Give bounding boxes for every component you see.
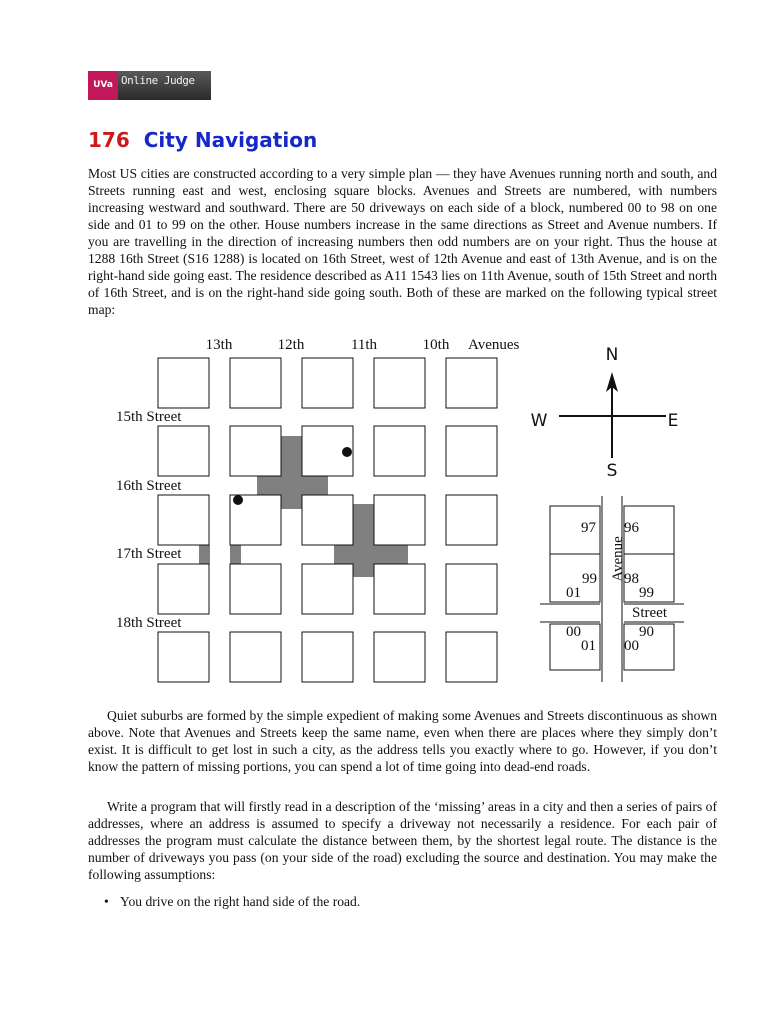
address-marker-s16-1288 [233, 495, 243, 505]
city-block [230, 564, 281, 614]
driveway-number: 90 [639, 624, 654, 640]
address-marker-a11-1543 [342, 447, 352, 457]
city-block [230, 632, 281, 682]
driveway-number: 01 [581, 638, 596, 654]
avenue-label-11th: 11th [350, 337, 378, 353]
city-block [302, 632, 353, 682]
street-label-18th: 18th Street [116, 615, 182, 631]
city-block [374, 564, 425, 614]
city-block [302, 358, 353, 408]
city-block [302, 564, 353, 614]
missing-area [199, 545, 210, 564]
detail-labels [566, 520, 668, 654]
city-block [158, 564, 209, 614]
compass-west: W [530, 411, 548, 431]
suburbs-paragraph: Quiet suburbs are formed by the simple expedient of making some Avenues and Streets discontinuous as shown above. Note that Avenues and Streets keep the same name, even when there are places where they simply don’t exist. It is difficult to get lost in such a city, as the address tells you exactly where to go. However, if you don’t know the pattern of missing portions, you can spend a lot of time going into dead-end roads. [88, 708, 717, 774]
bullet-icon: • [104, 894, 109, 909]
compass [531, 345, 679, 481]
intersection-detail [540, 496, 684, 682]
driveway-number: 01 [566, 585, 581, 601]
problem-name: City Navigation [143, 128, 318, 152]
compass-east: E [667, 411, 679, 431]
compass-south: S [606, 461, 618, 481]
city-block [446, 564, 497, 614]
city-block [374, 495, 425, 545]
avenue-label-12th: 12th [277, 337, 305, 353]
city-block [374, 426, 425, 476]
missing-area [230, 545, 241, 564]
driveway-number: 97 [581, 520, 596, 536]
uva-badge: UVa [88, 71, 118, 100]
missing-area [334, 545, 408, 564]
missing-area [353, 504, 374, 577]
driveway-number: 99 [582, 571, 597, 587]
city-block [446, 358, 497, 408]
missing-area [281, 476, 302, 509]
city-block [446, 495, 497, 545]
city-block [374, 632, 425, 682]
city-blocks [158, 358, 497, 682]
driveway-number: 00 [624, 638, 639, 654]
avenue-label-13th: 13th [205, 337, 233, 353]
avenue-label-10th: 10th [422, 337, 450, 353]
street-label-17th: 17th Street [116, 546, 182, 562]
avenue-labels [206, 337, 520, 353]
driveway-number: 99 [639, 585, 654, 601]
driveway-number: 98 [624, 571, 639, 587]
driveway-number: 96 [624, 520, 639, 536]
intro-paragraph: Most US cities are constructed according to a very simple plan — they have Avenues running north and south, and Streets running east and west, enclosing square blocks. Avenues and Streets are numbered, with numbers increasing westward and southward. There are 50 driveways on each side of a block, numbered 00 to 98 on one side and 01 to 99 on the other. House numbers increase in the same directions as Street and Avenue numbers. If you are travelling in the direction of increasing numbers then odd numbers are on your right. Thus the house at 1288 16th Street (S16 1288) is located on 16th Street, west of 12th Avenue and east of 13th Avenue, and is on the right-hand side going east. The residence described as A11 1543 lies on 11th Avenue, south of 15th Street and north of 16th Street, and is on the right-hand side going south. Both of these are marked on the following typical street map: [88, 166, 717, 317]
street-label-15th: 15th Street [116, 409, 182, 425]
problem-number: 176 [88, 128, 130, 152]
compass-north: N [605, 345, 619, 365]
city-block [446, 426, 497, 476]
online-judge-text: Online Judge [121, 74, 195, 87]
city-block [158, 632, 209, 682]
detail-avenue-label: Avenue [610, 536, 626, 582]
city-block [230, 426, 281, 476]
city-block [158, 495, 209, 545]
assumption-text: You drive on the right hand side of the road. [120, 894, 361, 909]
task-paragraph: Write a program that will firstly read in a description of the ‘missing’ areas in a city and then a series of pairs of addresses, where an address is assumed to specify a driveway not necessarily a residence. For each pair of addresses the program must calculate the distance between them, by the shortest legal route. The distance is the number of driveways you pass (on your side of the road) excluding the source and destination. You may make the following assumptions: [88, 799, 717, 882]
street-label-16th: 16th Street [116, 478, 182, 494]
city-block [230, 358, 281, 408]
city-block [158, 426, 209, 476]
avenues-label: Avenues [468, 337, 520, 353]
city-block [158, 358, 209, 408]
city-block [374, 358, 425, 408]
detail-street-label: Street [632, 605, 667, 621]
missing-area [281, 436, 302, 476]
city-block [446, 632, 497, 682]
city-block [302, 495, 353, 545]
driveway-number: 00 [566, 624, 581, 640]
